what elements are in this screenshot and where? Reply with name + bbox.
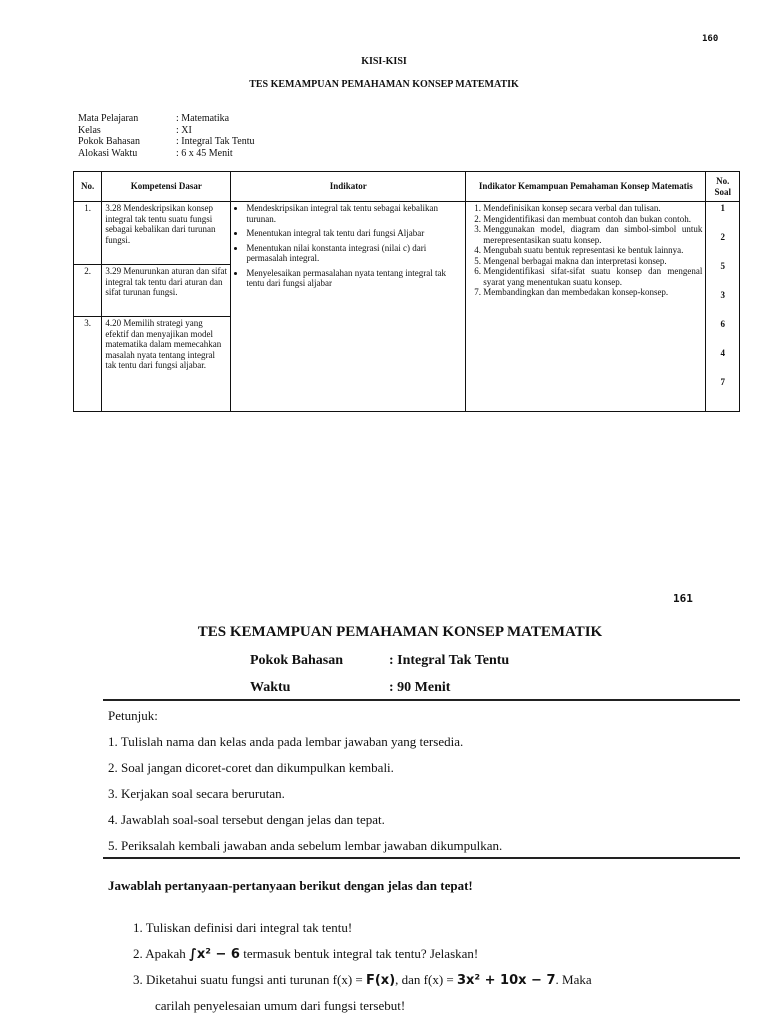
- petunjuk-item: 3. Kerjakan soal secara berurutan.: [108, 786, 285, 801]
- petunjuk-title: Petunjuk:: [108, 708, 158, 723]
- soal-number: 7: [720, 377, 725, 387]
- info-key: Kelas: [78, 124, 101, 136]
- header-indikator: Indikator: [231, 172, 466, 202]
- soal-number: 2: [720, 232, 725, 242]
- question-3-text: . Maka: [555, 972, 592, 987]
- question-2: [133, 941, 592, 967]
- ikp-item: 7. Membandingkan dan membedakan konsep-konsep.: [483, 287, 702, 298]
- soal-number: 4: [720, 348, 725, 358]
- question-3-text: , dan f(x) =: [395, 972, 454, 987]
- page-number: 161: [673, 592, 693, 605]
- ikp-item: 4. Mengubah suatu bentuk representasi ke bentuk lainnya.: [483, 245, 702, 256]
- kompetensi-item: 3.28 Mendeskripsikan konsep integral tak tentu suatu fungsi sebagai kebalikan dari turunan fungsi.: [102, 202, 230, 265]
- kompetensi-item: 4.20 Memilih strategi yang efektif dan menyajikan model matematika dalam memecahkan masalah nyata tentang integral tak tentu dari fungsi aljabar.: [105, 318, 222, 370]
- ikp-item: 5. Mengenal berbagai makna dan interpretasi konsep.: [483, 256, 702, 267]
- waktu-label: Waktu: [250, 680, 291, 695]
- math-expression: F(x): [365, 973, 396, 988]
- document-subtitle: TES KEMAMPUAN PEMAHAMAN KONSEP MATEMATIK: [249, 79, 519, 90]
- row-number: 3.: [84, 318, 92, 328]
- question-3: [133, 967, 592, 993]
- info-value: : Matematika: [176, 113, 230, 124]
- soal-number: 3: [720, 290, 725, 300]
- ikp-item: 3. Menggunakan model, diagram dan simbol-simbol untuk merepresentasikan suatu konsep.: [483, 224, 702, 245]
- question-2-text: 2. Apakah: [133, 946, 186, 961]
- petunjuk-item: 4. Jawablah soal-soal tersebut dengan jelas dan tepat.: [108, 812, 385, 827]
- kisi-table: [73, 171, 740, 412]
- kompetensi-column: [102, 202, 231, 412]
- info-value: : XI: [176, 124, 192, 136]
- header-ikp: Indikator Kemampuan Pemahaman Konsep Matematis: [466, 172, 706, 202]
- petunjuk-block: [108, 703, 502, 859]
- soal-number: 1: [720, 203, 725, 213]
- info-key: Mata Pelajaran: [78, 113, 139, 124]
- soal-column: [706, 202, 740, 412]
- info-key: Alokasi Waktu: [78, 147, 138, 159]
- row-number: 2.: [74, 265, 101, 317]
- soal-number: 5: [720, 261, 725, 271]
- row-number: 1.: [74, 202, 101, 265]
- question-3-text: 3. Diketahui suatu fungsi anti turunan f(x) =: [133, 972, 363, 987]
- petunjuk-item: 2. Soal jangan dicoret-coret dan dikumpulkan kembali.: [108, 760, 394, 775]
- indikator-column: [231, 202, 466, 412]
- kompetensi-item: 3.29 Menurunkan aturan dan sifat integral tak tentu dari aturan dan sifat turunan fungsi.: [102, 265, 230, 317]
- divider: [103, 857, 740, 859]
- header-no: No.: [74, 172, 102, 202]
- pokok-value: : Integral Tak Tentu: [389, 653, 510, 668]
- question-list: [133, 915, 592, 1019]
- question-1: 1. Tuliskan definisi dari integral tak tentu!: [133, 920, 353, 935]
- ikp-column: [466, 202, 706, 412]
- ikp-item: 1. Mendefinisikan konsep secara verbal dan tulisan.: [483, 203, 702, 214]
- number-column: [74, 202, 102, 412]
- info-key: Pokok Bahasan: [78, 136, 140, 147]
- test-title: TES KEMAMPUAN PEMAHAMAN KONSEP MATEMATIK: [197, 624, 603, 640]
- info-value: : 6 x 45 Menit: [176, 147, 233, 159]
- instruction: Jawablah pertanyaan-pertanyaan berikut dengan jelas dan tepat!: [108, 878, 473, 893]
- pokok-label: Pokok Bahasan: [250, 653, 343, 668]
- indikator-item: • Menentukan integral tak tentu dari fungsi Aljabar: [246, 228, 462, 239]
- indikator-item: • Menentukan nilai konstanta integrasi (nilai c) dari permasalah integral.: [246, 243, 462, 264]
- info-value: : Integral Tak Tentu: [176, 136, 255, 147]
- header-soal: No. Soal: [706, 172, 740, 202]
- header-kompetensi: Kompetensi Dasar: [102, 172, 231, 202]
- question-3-continuation: carilah penyelesaian umum dari fungsi tersebut!: [155, 998, 406, 1013]
- waktu-value: : 90 Menit: [389, 680, 451, 695]
- petunjuk-item: 1. Tulislah nama dan kelas anda pada lembar jawaban yang tersedia.: [108, 734, 464, 749]
- indikator-item: • Menyelesaikan permasalahan nyata tentang integral tak tentu dari fungsi aljabar: [246, 268, 462, 289]
- soal-number: 6: [720, 319, 725, 329]
- ikp-item: 2. Mengidentifikasi dan membuat contoh dan bukan contoh.: [483, 214, 702, 225]
- indikator-item: • Mendeskripsikan integral tak tentu sebagai kebalikan turunan.: [246, 203, 462, 224]
- math-expression: 3x² + 10x − 7: [456, 973, 556, 988]
- question-2-text: termasuk bentuk integral tak tentu? Jelaskan!: [243, 946, 479, 961]
- document-title: KISI-KISI: [361, 56, 407, 67]
- ikp-item: 6. Mengidentifikasi sifat-sifat suatu konsep dan mengenal syarat yang menentukan suatu konsep.: [483, 266, 702, 287]
- info-block: [78, 113, 255, 159]
- integral-expression: ∫x² − 6: [188, 947, 240, 962]
- divider: [103, 699, 740, 701]
- page-number: 160: [702, 34, 719, 44]
- petunjuk-item: 5. Periksalah kembali jawaban anda sebelum lembar jawaban dikumpulkan.: [108, 838, 503, 853]
